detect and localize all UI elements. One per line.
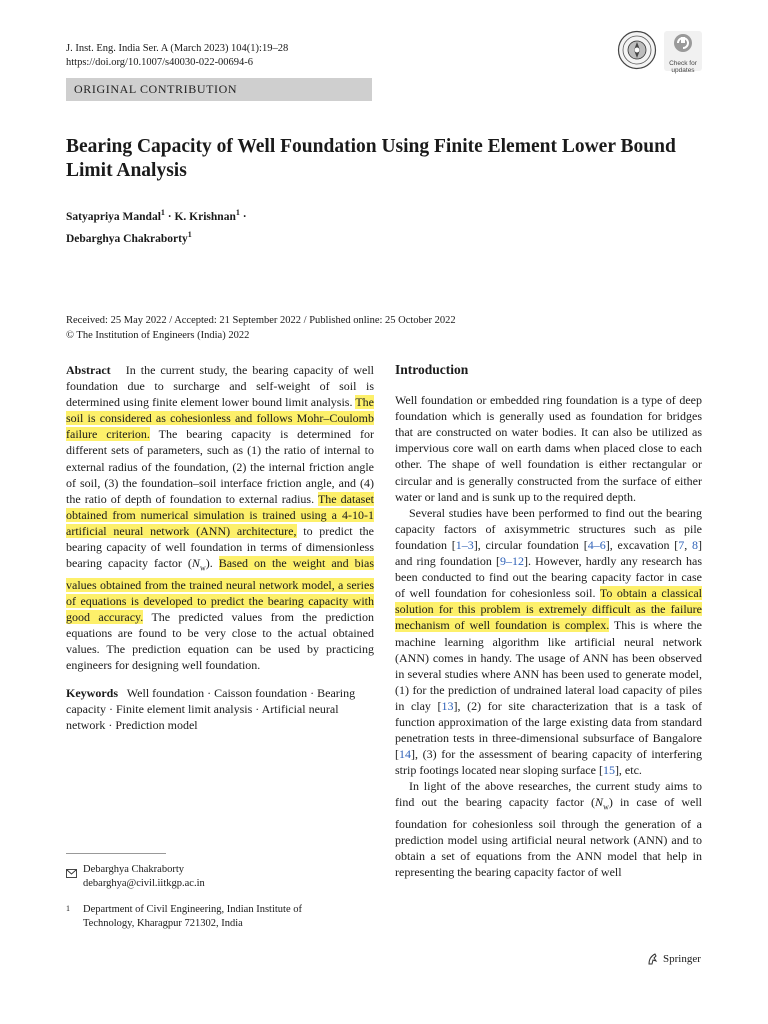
corresponding-author: Debarghya Chakraborty	[83, 864, 184, 875]
intro-paragraph: Well foundation or embedded ring foundation is a type of deep foundation which is generally used as foundation for bridges that are constructed on water bodies. It can also be utilized as impervious core wall on earth dams when placed close to each other. The shape of well foundation is either rectangular or circular and is generally constructed from the surface of either water or land and is sunk up to the required depth.	[395, 393, 702, 504]
citation-link[interactable]: 4–6	[587, 537, 606, 552]
corresponding-email[interactable]: debarghya@civil.iitkgp.ac.in	[83, 878, 205, 889]
abstract-section	[66, 362, 374, 733]
article-type-band: ORIGINAL CONTRIBUTION	[66, 78, 372, 101]
correspondence	[83, 863, 363, 891]
check-updates-icon	[664, 31, 702, 55]
introduction-heading: Introduction	[395, 362, 469, 377]
citation-link[interactable]: 8	[692, 537, 699, 552]
abstract-sentence: The bearing capacity is determined for different sets of parameters, such as (1) the ratio of internal to external radius of the foundation, (2) the internal friction angle of soil, (3) the foundation–soil interface friction angle, and (4) the ratio of depth of foundation to external radius.	[66, 427, 374, 506]
check-for-updates-button[interactable]	[664, 31, 702, 74]
journal-citation: J. Inst. Eng. India Ser. A (March 2023) 104(1):19–28	[66, 43, 289, 54]
intro-text: ) in case of well foundation for cohesionless soil through the generation of a prediction model using artificial neural network (ANN) and to obtain a set of equations from the ANN model that help in representing the bearing capacity factor of well	[395, 795, 702, 880]
symbol-w: w	[199, 563, 206, 573]
intro-text: ], etc.	[614, 763, 642, 778]
publication-dates	[66, 314, 706, 343]
intro-text: Several studies have been performed to find out the bearing capacity factors of axisymmetric structures such as pile foundation [	[395, 505, 702, 552]
author-name[interactable]: K. Krishnan	[174, 210, 236, 223]
dates-line: Received: 25 May 2022 / Accepted: 21 September 2022 / Published online: 25 October 2022	[66, 315, 456, 326]
copyright-line: © The Institution of Engineers (India) 2022	[66, 329, 250, 341]
author-separator: ·	[164, 210, 175, 223]
abstract-sentence: to predict the bearing capacity of well foundation in terms of dimensionless bearing capacity factor (	[66, 523, 375, 571]
intro-text: ]. However, hardly any research has been conducted to find out the bearing capacity factor in case of well foundation for cohesionless soil.	[395, 554, 702, 601]
symbol-n: N	[191, 556, 200, 571]
check-updates-label-2: updates	[671, 67, 695, 74]
affiliation-text: Department of Civil Engineering, Indian Institute of Technology, Kharagpur 721302, India	[83, 904, 302, 929]
highlighted-text[interactable]: The soil is considered as cohesionless and follows Mohr–Coulomb failure criterion.	[66, 395, 374, 442]
check-updates-label: Check for	[669, 60, 697, 67]
intro-text: ], (2) for site characterization that is a task of function approximation of the large existing data from standard penetration tests in three-dimensional subsurface of Bangalore [	[395, 698, 702, 762]
intro-text: ], excavation [	[605, 537, 679, 552]
abstract-sentence: ).	[205, 556, 213, 571]
affiliation-marker: 1	[187, 229, 192, 239]
springer-logo-text: Springer	[663, 953, 701, 965]
highlighted-text[interactable]: To obtain a classical solution for this problem is extremely difficult as the failure mechanism of well foundation is complex.	[395, 586, 702, 633]
keywords-list: Well foundation · Caisson foundation · Bearing capacity · Finite element limit analysis · Artificial neural network · Prediction model	[66, 686, 356, 733]
citation-link[interactable]: 7	[678, 537, 685, 552]
intro-text: In light of the above researches, the current study aims to find out the bearing capacity factor (	[395, 779, 702, 810]
doi-link[interactable]: https://doi.org/10.1007/s40030-022-00694-6	[66, 57, 254, 68]
intro-paragraph	[395, 778, 702, 880]
citation-link[interactable]: 15	[602, 763, 615, 778]
highlighted-text[interactable]: Based on the weight and bias values obtained from the trained neural network model, a series of equations is developed to predict the bearing capacity with good accuracy.	[66, 556, 374, 624]
abstract-sentence: The predicted values from the prediction equations are found to be very close to the actual obtained values. The prediction equation can be used by practicing engineers for designing well foundation.	[66, 609, 374, 673]
intro-text: ], circular foundation [	[473, 537, 588, 552]
envelope-icon	[66, 865, 77, 883]
symbol-w: w	[603, 802, 609, 812]
paper-title: Bearing Capacity of Well Foundation Using Finite Element Lower Bound Limit Analysis	[66, 136, 676, 181]
intro-text: ] and ring foundation [	[395, 537, 703, 569]
citation-link[interactable]: 9–12	[499, 554, 524, 569]
author-name[interactable]: Satyapriya Mandal	[66, 210, 161, 223]
springer-horse-icon	[646, 952, 659, 970]
abstract-label: Abstract	[66, 363, 111, 377]
institution-seal-icon	[617, 30, 657, 70]
citation-link[interactable]: 1–3	[455, 537, 474, 552]
abstract-sentence: In the current study, the bearing capacity of well foundation due to surcharge and self-weight of soil is determined using finite element lower bound limit analysis.	[66, 363, 374, 410]
symbol-n: N	[595, 795, 604, 810]
affiliation-marker: 1	[160, 208, 165, 217]
keywords-label: Keywords	[66, 686, 118, 701]
introduction-section	[395, 362, 702, 880]
highlighted-text[interactable]: The dataset obtained from numerical simulation is trained using a 4-10-1 artificial neural network (ANN) architecture,	[66, 491, 374, 538]
author-name[interactable]: Debarghya Chakraborty	[66, 232, 188, 245]
keywords	[66, 685, 374, 733]
footnote-divider	[66, 853, 166, 854]
intro-text: This is where the machine learning algorithm like artificial neural network (ANN) comes in handy. The usage of ANN has been observed in several studies where ANN has been used to generate model, (1) for the prediction of undrained lateral load capacity of piles in clay [	[395, 618, 702, 713]
citation-link[interactable]: 14	[399, 747, 411, 762]
intro-text: ], (3) for the assessment of bearing capacity of interfering strip footings located near sloping surface [	[395, 747, 702, 778]
affiliation-number: 1	[66, 904, 70, 913]
intro-paragraph	[395, 505, 702, 779]
intro-text: ,	[684, 537, 693, 552]
citation-link[interactable]: 13	[441, 698, 454, 713]
author-list	[66, 204, 366, 248]
author-separator: ·	[239, 210, 247, 223]
abstract-text	[66, 362, 374, 673]
affiliation-marker: 1	[235, 208, 240, 217]
